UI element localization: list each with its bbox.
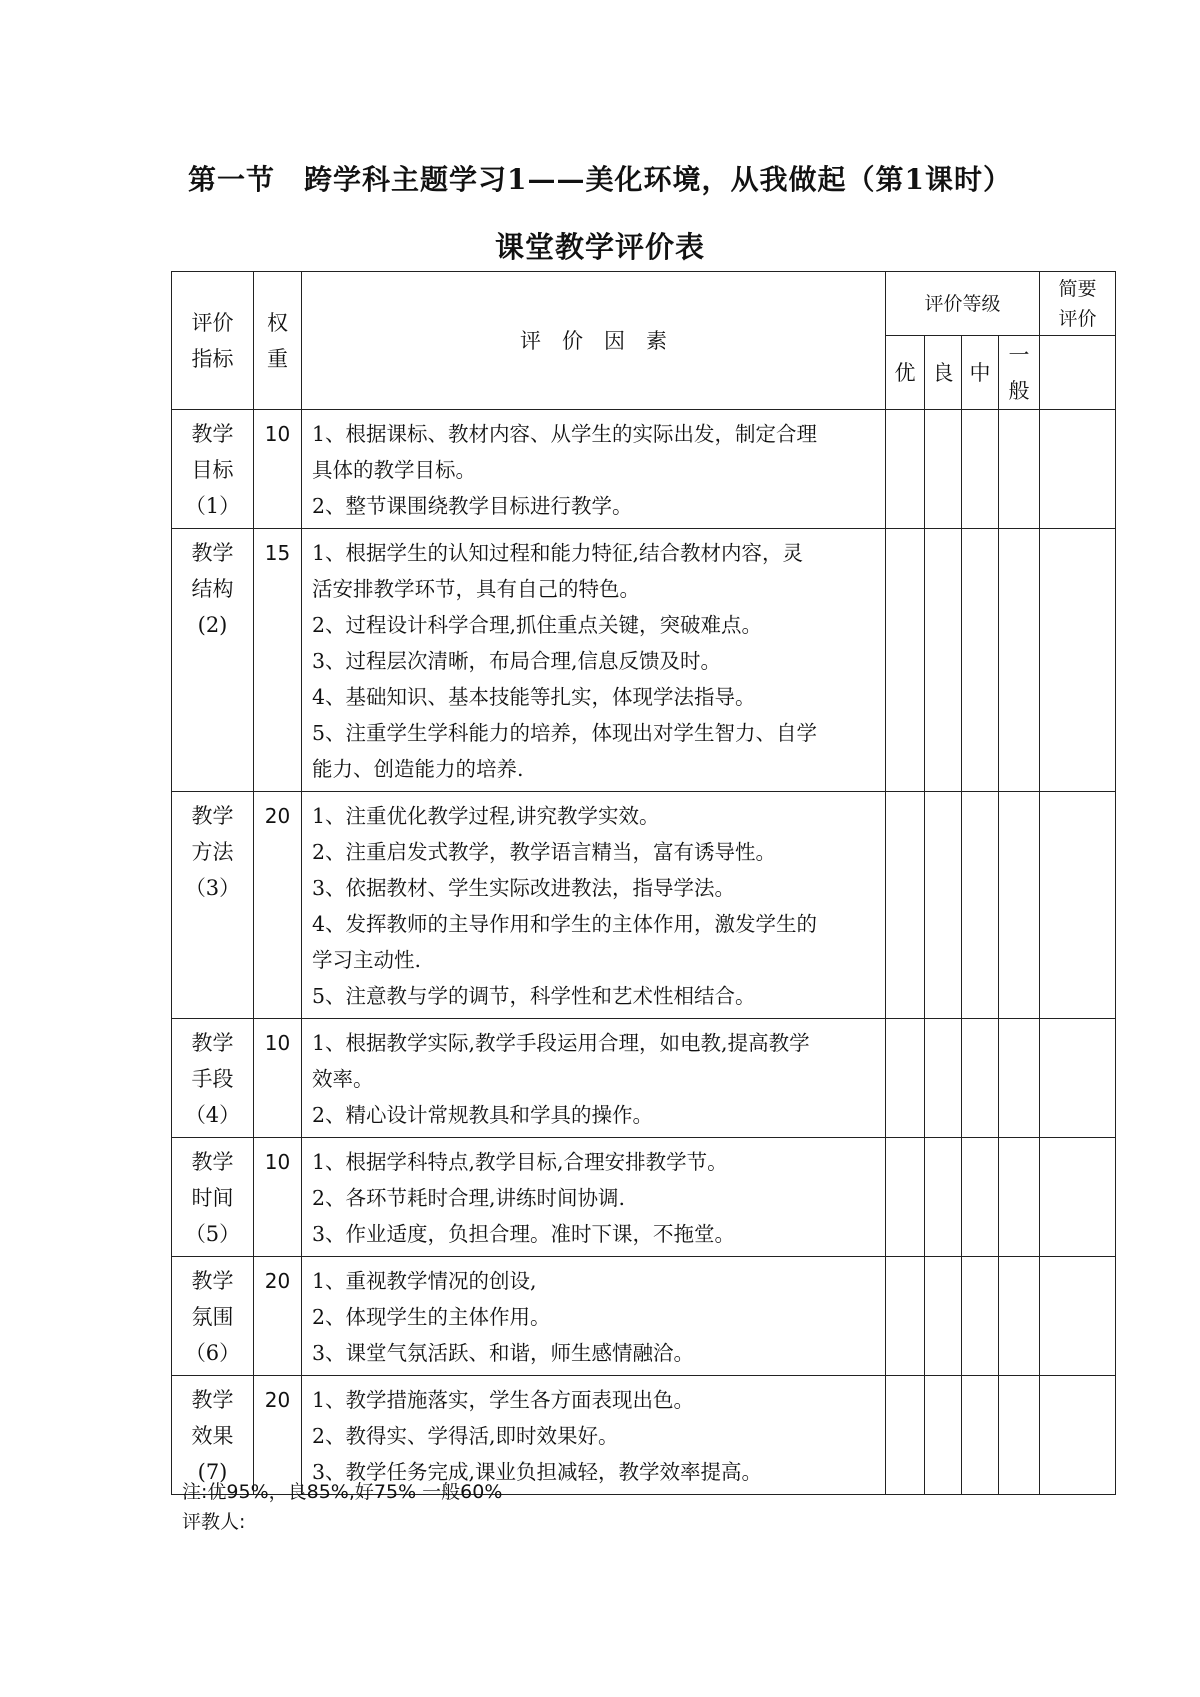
- grade-medium-cell[interactable]: [962, 410, 999, 529]
- factor-line: 1、根据学生的认知过程和能力特征,结合教材内容，灵: [312, 541, 804, 565]
- brief-evaluation-cell[interactable]: [1040, 529, 1116, 792]
- indicator-cell: [172, 792, 254, 1019]
- grade-average-cell[interactable]: [999, 1138, 1040, 1257]
- grade-excellent-cell[interactable]: [886, 410, 925, 529]
- table-row: [172, 1019, 1116, 1138]
- factor-line: 2、各环节耗时合理,讲练时间协调.: [312, 1186, 626, 1210]
- grade-good-cell[interactable]: [925, 1257, 962, 1376]
- grade-medium-cell[interactable]: [962, 1376, 999, 1495]
- factor-line: 5、注意教与学的调节，科学性和艺术性相结合。: [312, 984, 756, 1008]
- grade-average-cell[interactable]: [999, 1376, 1040, 1495]
- table-row: [172, 529, 1116, 792]
- factor-line: 3、课堂气氛活跃、和谐，师生感情融洽。: [312, 1341, 695, 1365]
- factor-line: 1、根据教学实际,教学手段运用合理，如电教,提高教学: [312, 1031, 810, 1055]
- factor-cell: [302, 1257, 886, 1376]
- factor-line: 1、根据课标、教材内容、从学生的实际出发，制定合理: [312, 422, 818, 446]
- indicator-line: 教学: [191, 1388, 234, 1412]
- brief-evaluation-cell[interactable]: [1040, 1138, 1116, 1257]
- grade-good-cell[interactable]: [925, 529, 962, 792]
- factor-cell: [302, 792, 886, 1019]
- header-brief: 简要 评价: [1040, 272, 1116, 336]
- factor-line: 1、根据学科特点,教学目标,合理安排教学节。: [312, 1150, 728, 1174]
- indicator-line: 结构: [191, 577, 234, 601]
- page-subtitle: 课堂教学评价表: [494, 230, 705, 264]
- grade-excellent-cell[interactable]: [886, 1138, 925, 1257]
- grade-medium: 中: [962, 336, 999, 410]
- factor-line: 2、过程设计科学合理,抓住重点关键，突破难点。: [312, 613, 763, 637]
- factor-line: 1、重视教学情况的创设,: [312, 1269, 537, 1293]
- evaluation-table: [171, 271, 1116, 1495]
- indicator-cell: [172, 1138, 254, 1257]
- factor-line: 1、注重优化教学过程,讲究教学实效。: [312, 804, 660, 828]
- factor-line: 3、依据教材、学生实际改进教法，指导学法。: [312, 876, 736, 900]
- factor-line: 2、体现学生的主体作用。: [312, 1305, 551, 1329]
- indicator-cell: [172, 410, 254, 529]
- indicator-line: 时间: [191, 1186, 234, 1210]
- page-title: 第一节 跨学科主题学习1——美化环境，从我做起（第1课时）: [188, 163, 1012, 196]
- grade-excellent-cell[interactable]: [886, 529, 925, 792]
- table-row: [172, 1138, 1116, 1257]
- indicator-cell: [172, 1019, 254, 1138]
- grade-excellent: 优: [886, 336, 925, 410]
- indicator-line: 目标: [191, 458, 234, 482]
- grade-average-cell[interactable]: [999, 410, 1040, 529]
- factor-line: 学习主动性.: [312, 948, 422, 972]
- grade-good-cell[interactable]: [925, 792, 962, 1019]
- indicator-line: 教学: [191, 1269, 234, 1293]
- table-row: [172, 792, 1116, 1019]
- brief-evaluation-cell[interactable]: [1040, 792, 1116, 1019]
- grade-excellent-cell[interactable]: [886, 1257, 925, 1376]
- factor-line: 2、注重启发式教学，教学语言精当，富有诱导性。: [312, 840, 777, 864]
- table-row: [172, 410, 1116, 529]
- factor-line: 4、发挥教师的主导作用和学生的主体作用，激发学生的: [312, 912, 818, 936]
- indicator-line: (2): [197, 613, 228, 637]
- weight-cell: 20: [254, 1257, 302, 1376]
- factor-line: 3、教学任务完成,课业负担减轻，教学效率提高。: [312, 1460, 763, 1484]
- factor-cell: [302, 410, 886, 529]
- factor-line: 3、作业适度，负担合理。准时下课，不拖堂。: [312, 1222, 736, 1246]
- header-factor: 评 价 因 素: [302, 272, 886, 410]
- grade-good-cell[interactable]: [925, 1019, 962, 1138]
- factor-line: 1、教学措施落实，学生各方面表现出色。: [312, 1388, 695, 1412]
- factor-line: 具体的教学目标。: [312, 458, 476, 482]
- factor-line: 2、整节课围绕教学目标进行教学。: [312, 494, 633, 518]
- factor-cell: [302, 529, 886, 792]
- grade-average-cell[interactable]: [999, 792, 1040, 1019]
- factor-line: 活安排教学环节，具有自己的特色。: [312, 577, 640, 601]
- weight-cell: 10: [254, 1138, 302, 1257]
- grade-medium-cell[interactable]: [962, 792, 999, 1019]
- weight-cell: 10: [254, 1019, 302, 1138]
- indicator-line: 教学: [191, 1031, 234, 1055]
- indicator-line: 效果: [191, 1424, 234, 1448]
- indicator-line: 教学: [191, 422, 234, 446]
- indicator-line: 方法: [191, 840, 234, 864]
- factor-line: 5、注重学生学科能力的培养，体现出对学生智力、自学: [312, 721, 818, 745]
- brief-evaluation-cell[interactable]: [1040, 1376, 1116, 1495]
- indicator-line: （5）: [184, 1222, 241, 1246]
- evaluator-label: 评教人:: [182, 1511, 246, 1533]
- factor-line: 3、过程层次清晰，布局合理,信息反馈及时。: [312, 649, 722, 673]
- grade-excellent-cell[interactable]: [886, 1376, 925, 1495]
- indicator-line: （6）: [184, 1341, 241, 1365]
- brief-evaluation-cell[interactable]: [1040, 1257, 1116, 1376]
- indicator-line: （1）: [184, 494, 241, 518]
- weight-cell: 20: [254, 1376, 302, 1495]
- header-indicator: 评价 指标: [172, 272, 254, 410]
- indicator-line: 教学: [191, 804, 234, 828]
- grade-legend-note: 注:优95%，良85%,好75% 一般60%: [182, 1481, 503, 1503]
- indicator-line: 教学: [191, 541, 234, 565]
- indicator-cell: [172, 1257, 254, 1376]
- grade-medium-cell[interactable]: [962, 1019, 999, 1138]
- indicator-line: (7): [197, 1460, 228, 1484]
- factor-line: 2、精心设计常规教具和学具的操作。: [312, 1103, 654, 1127]
- factor-cell: [302, 1138, 886, 1257]
- indicator-line: 手段: [191, 1067, 234, 1091]
- grade-good-cell[interactable]: [925, 1138, 962, 1257]
- brief-evaluation-cell[interactable]: [1040, 1019, 1116, 1138]
- grade-good-cell[interactable]: [925, 410, 962, 529]
- factor-line: 效率。: [312, 1067, 374, 1091]
- factor-line: 2、教得实、学得活,即时效果好。: [312, 1424, 619, 1448]
- weight-cell: 10: [254, 410, 302, 529]
- brief-evaluation-cell[interactable]: [1040, 410, 1116, 529]
- grade-good: 良: [925, 336, 962, 410]
- factor-line: 能力、创造能力的培养.: [312, 757, 524, 781]
- indicator-cell: [172, 529, 254, 792]
- indicator-line: 教学: [191, 1150, 234, 1174]
- weight-cell: 15: [254, 529, 302, 792]
- grade-average: 一 般: [999, 336, 1040, 410]
- indicator-line: （3）: [184, 876, 241, 900]
- grade-excellent-cell[interactable]: [886, 1019, 925, 1138]
- grade-average-cell[interactable]: [999, 1257, 1040, 1376]
- grade-medium-cell[interactable]: [962, 1257, 999, 1376]
- grade-excellent-cell[interactable]: [886, 792, 925, 1019]
- grade-good-cell[interactable]: [925, 1376, 962, 1495]
- brief-empty-cell: [1040, 336, 1116, 410]
- grade-medium-cell[interactable]: [962, 529, 999, 792]
- indicator-line: （4）: [184, 1103, 241, 1127]
- weight-cell: 20: [254, 792, 302, 1019]
- header-weight: 权 重: [254, 272, 302, 410]
- header-grade: 评价等级: [886, 272, 1040, 336]
- factor-line: 4、基础知识、基本技能等扎实，体现学法指导。: [312, 685, 756, 709]
- table-row: [172, 1257, 1116, 1376]
- grade-average-cell[interactable]: [999, 1019, 1040, 1138]
- grade-medium-cell[interactable]: [962, 1138, 999, 1257]
- factor-cell: [302, 1019, 886, 1138]
- grade-average-cell[interactable]: [999, 529, 1040, 792]
- indicator-line: 氛围: [191, 1305, 234, 1329]
